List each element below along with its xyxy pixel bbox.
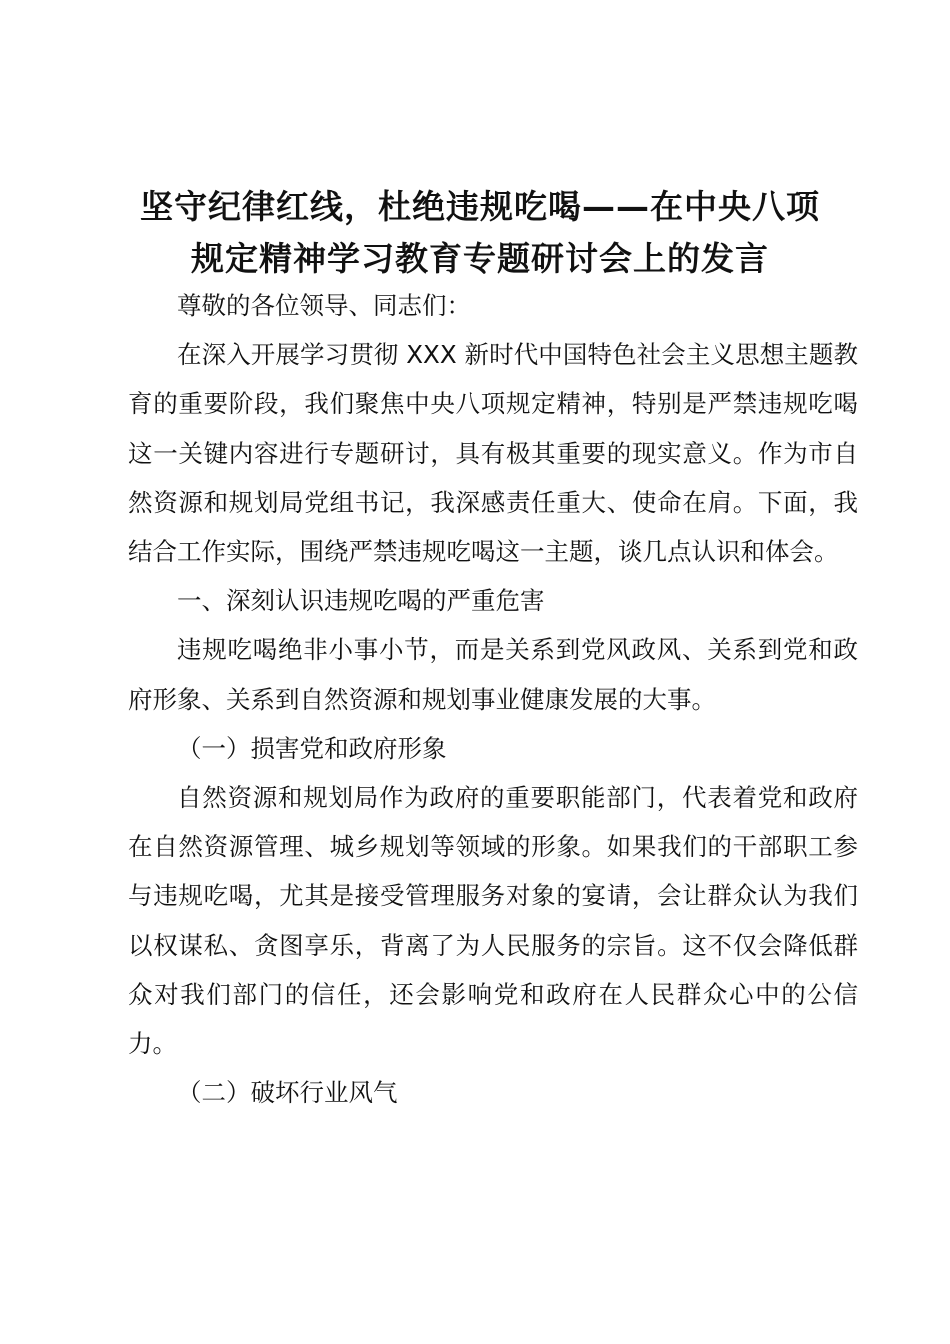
subsection-1-paragraph: 自然资源和规划局作为政府的重要职能部门，代表着党和政府在自然资源管理、城乡规划等领域的形象。如果我们的干部职工参与违规吃喝，尤其是接受管理服务对象的宴请，会让群众认为我们以权谋私、贪图享乐，背离了为人民服务的宗旨。这不仅会降低群众对我们部门的信任，还会影响党和政府在人民群众心中的公信力。	[128, 783, 858, 1059]
document-title-line-1: 坚守纪律红线，杜绝违规吃喝——在中央八项	[140, 187, 820, 226]
document-body	[128, 281, 858, 1117]
section-1-paragraph: 违规吃喝绝非小事小节，而是关系到党风政风、关系到党和政府形象、关系到自然资源和规划事业健康发展的大事。	[128, 635, 858, 714]
document-title-line-2: 规定精神学习教育专题研讨会上的发言	[191, 239, 769, 278]
intro-paragraph: 在深入开展学习贯彻 XXX 新时代中国特色社会主义思想主题教育的重要阶段，我们聚焦中央八项规定精神，特别是严禁违规吃喝这一关键内容进行专题研讨，具有极其重要的现实意义。作为市自然资源和规划局党组书记，我深感责任重大、使命在肩。下面，我结合工作实际，围绕严禁违规吃喝这一主题，谈几点认识和体会。	[128, 340, 858, 567]
salutation: 尊敬的各位领导、同志们：	[177, 291, 471, 320]
subsection-heading-2: （二）破坏行业风气	[177, 1078, 398, 1108]
section-heading-1: 一、深刻认识违规吃喝的严重危害	[177, 586, 545, 616]
subsection-heading-1: （一）损害党和政府形象	[177, 733, 447, 763]
